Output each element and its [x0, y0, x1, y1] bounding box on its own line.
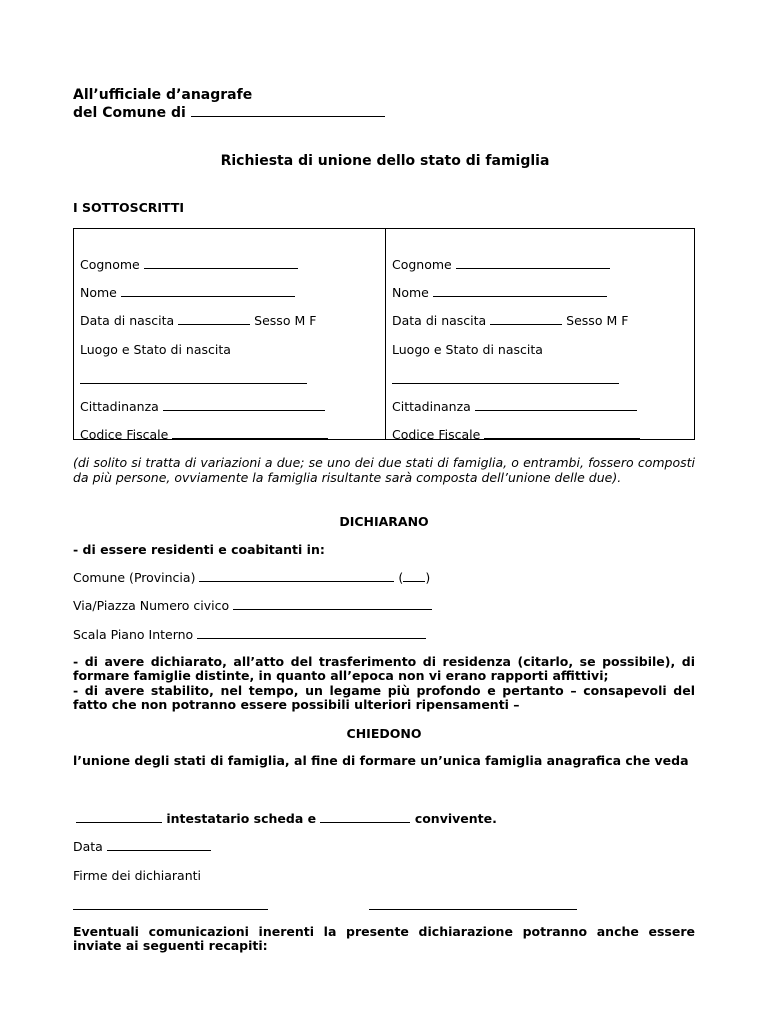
via-field[interactable]: [73, 598, 432, 613]
birthplace-blank-2[interactable]: [392, 372, 619, 387]
signature-blank-1[interactable]: [73, 898, 268, 913]
page-title: Richiesta di unione dello stato di famiglia: [220, 153, 550, 169]
roles-line[interactable]: [76, 811, 497, 826]
scala-blank[interactable]: [197, 627, 426, 639]
note-paragraph: (di solito si tratta di variazioni a due; se uno dei due stati di famiglia, o entrambi, fossero composti da più persone, ovviamente la famiglia risultante sarà composta dell’unione delle due).: [73, 455, 695, 485]
convivente-label: convivente.: [414, 811, 497, 826]
intestatario-label: intestatario scheda e: [166, 811, 317, 826]
citizenship-label: Cittadinanza: [80, 399, 159, 414]
birth-date-label: Data di nascita: [392, 313, 487, 328]
table-divider: [385, 229, 386, 439]
birth-date-field-1[interactable]: [80, 313, 316, 328]
birth-date-label: Data di nascita: [80, 313, 175, 328]
footer-paragraph: Eventuali comunicazioni inerenti la presente dichiarazione potranno anche essere inviate ai seguenti recapiti:: [73, 924, 695, 953]
statement-1: - di avere dichiarato, all’atto del trasferimento di residenza (citarlo, se possibile), di formare famiglie distinte, in quanto all’epoca non vi erano rapporti affittivi;: [73, 654, 695, 683]
comune-blank[interactable]: [191, 105, 385, 117]
birth-date-blank[interactable]: [490, 313, 562, 325]
signatures-label: Firme dei dichiaranti: [73, 868, 202, 883]
comune-provincia-field[interactable]: [73, 570, 430, 585]
paren-close: ): [425, 570, 431, 585]
recipient-line-2: [73, 105, 385, 121]
scala-label: Scala Piano Interno: [73, 627, 194, 642]
tax-code-field-1[interactable]: [80, 427, 328, 442]
via-blank[interactable]: [233, 598, 432, 610]
provincia-blank[interactable]: [403, 570, 425, 582]
citizenship-label: Cittadinanza: [392, 399, 471, 414]
residence-heading: - di essere residenti e coabitanti in:: [73, 542, 325, 557]
comune-provincia-blank[interactable]: [199, 570, 394, 582]
chiedono-heading: CHIEDONO: [346, 726, 422, 741]
statement-2: - di avere stabilito, nel tempo, un legame più profondo e pertanto – consapevoli del fatto che non potranno essere possibili ulteriori ripensamenti –: [73, 683, 695, 712]
nome-blank[interactable]: [433, 285, 607, 297]
cognome-blank[interactable]: [144, 257, 298, 269]
tax-code-field-2[interactable]: [392, 427, 640, 442]
date-label: Data: [73, 839, 103, 854]
tax-code-blank[interactable]: [172, 427, 328, 439]
citizenship-blank[interactable]: [475, 399, 637, 411]
nome-label: Nome: [80, 285, 117, 300]
request-paragraph: l’unione degli stati di famiglia, al fine di formare un’unica famiglia anagrafica che veda: [73, 753, 689, 768]
paren-open: (: [398, 570, 404, 585]
nome-field-2[interactable]: [392, 285, 607, 300]
tax-code-label: Codice Fiscale: [392, 427, 481, 442]
comune-label: del Comune di: [73, 105, 186, 121]
citizenship-blank[interactable]: [163, 399, 325, 411]
tax-code-label: Codice Fiscale: [80, 427, 169, 442]
birth-date-blank[interactable]: [178, 313, 250, 325]
signature-blank-2[interactable]: [369, 898, 577, 913]
dichiarano-heading: DICHIARANO: [339, 514, 429, 529]
date-field[interactable]: [73, 839, 211, 854]
citizenship-field-2[interactable]: [392, 399, 637, 414]
cognome-label: Cognome: [80, 257, 140, 272]
cognome-label: Cognome: [392, 257, 452, 272]
cognome-blank[interactable]: [456, 257, 610, 269]
via-label: Via/Piazza Numero civico: [73, 598, 230, 613]
nome-label: Nome: [392, 285, 429, 300]
birthplace-label-1: Luogo e Stato di nascita: [80, 342, 231, 357]
scala-field[interactable]: [73, 627, 426, 642]
cognome-field-2[interactable]: [392, 257, 610, 272]
recipient-line-1: All’ufficiale d’anagrafe: [73, 87, 253, 103]
convivente-blank[interactable]: [320, 811, 410, 823]
section-sottoscritti: I SOTTOSCRITTI: [73, 200, 185, 215]
tax-code-blank[interactable]: [484, 427, 640, 439]
cognome-field-1[interactable]: [80, 257, 298, 272]
sex-label: Sesso M F: [566, 313, 629, 328]
nome-blank[interactable]: [121, 285, 295, 297]
intestatario-blank[interactable]: [76, 811, 162, 823]
birth-date-field-2[interactable]: [392, 313, 628, 328]
sex-label: Sesso M F: [254, 313, 317, 328]
citizenship-field-1[interactable]: [80, 399, 325, 414]
nome-field-1[interactable]: [80, 285, 295, 300]
birthplace-label-2: Luogo e Stato di nascita: [392, 342, 543, 357]
date-blank[interactable]: [107, 839, 211, 851]
birthplace-blank-1[interactable]: [80, 372, 307, 387]
comune-provincia-label: Comune (Provincia): [73, 570, 196, 585]
